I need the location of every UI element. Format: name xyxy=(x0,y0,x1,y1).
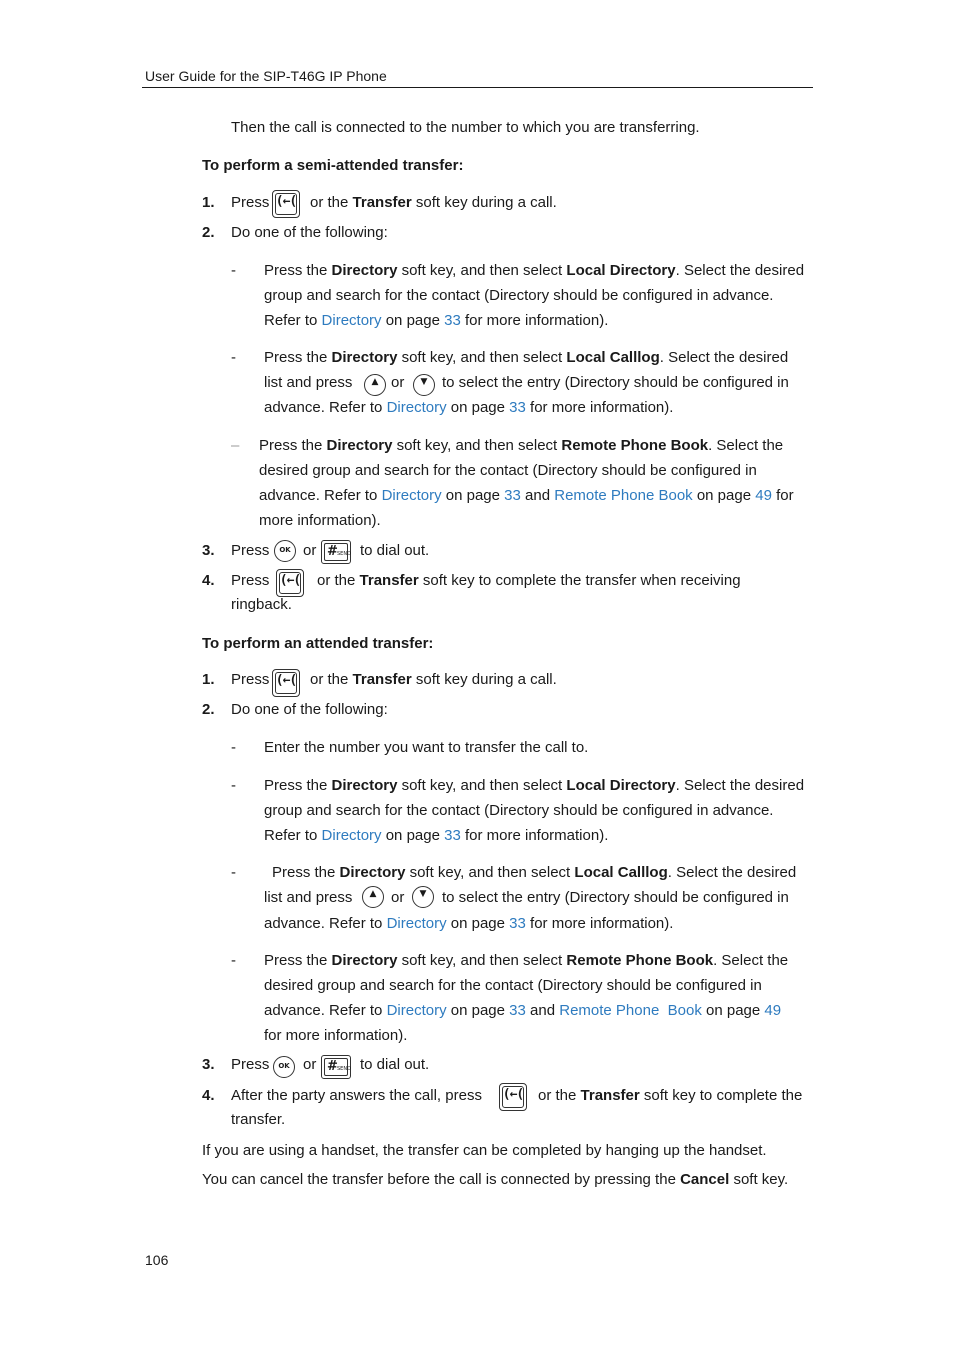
text: for xyxy=(776,487,794,504)
header-rule xyxy=(142,87,813,88)
bullet-dash: - xyxy=(231,262,236,279)
text: Press the xyxy=(264,777,328,794)
softkey-name: Transfer xyxy=(359,572,419,589)
step-number: 4. xyxy=(202,572,215,589)
icon-glyph: # xyxy=(327,1059,338,1074)
bullet-line: list and press xyxy=(264,889,353,906)
step-text: Press xyxy=(231,1056,270,1073)
bullet-dash: - xyxy=(231,349,236,366)
directory-link[interactable]: Directory xyxy=(321,312,382,329)
text: soft key, and then select xyxy=(401,349,563,366)
step-number: 1. xyxy=(202,671,215,688)
text: on page xyxy=(450,915,505,932)
directory-link[interactable]: Directory xyxy=(381,487,442,504)
page-link[interactable]: 33 xyxy=(504,487,521,504)
bullet-line xyxy=(264,261,804,281)
step-text: Press xyxy=(231,671,270,688)
step-text: Do one of the following: xyxy=(231,701,388,718)
text: on page xyxy=(696,487,752,504)
bullet-line: group and search for the contact (Directory should be configured in advance. xyxy=(264,802,774,819)
icon-sublabel: SEND xyxy=(337,1066,351,1072)
page-link[interactable]: 33 xyxy=(444,827,461,844)
transfer-key-icon xyxy=(276,569,304,597)
text: on page xyxy=(385,312,440,329)
bullet-line: Enter the number you want to transfer the call to. xyxy=(264,739,589,756)
softkey-name: Directory xyxy=(331,777,398,794)
bullet-line: or xyxy=(391,374,405,391)
bullet-line: group and search for the contact (Directory should be configured in advance. xyxy=(264,287,774,304)
text: or the xyxy=(538,1087,577,1104)
icon-glyph: # xyxy=(327,544,338,559)
bullet-line: desired group and search for the contact (Directory should be configured in xyxy=(259,462,757,479)
icon-glyph: (←( xyxy=(279,573,301,588)
softkey-name: Directory xyxy=(326,437,393,454)
down-arrow-icon xyxy=(412,886,434,908)
step-number: 1. xyxy=(202,194,215,211)
bullet-line xyxy=(259,436,783,456)
text: soft key to complete the transfer when receiving xyxy=(422,572,741,589)
step-number: 4. xyxy=(202,1087,215,1104)
step-number: 2. xyxy=(202,701,215,718)
semi-heading: To perform a semi-attended transfer: xyxy=(202,157,464,174)
attended-heading: To perform an attended transfer: xyxy=(202,635,434,652)
text: soft key during a call. xyxy=(415,671,557,688)
bullet-line xyxy=(272,863,796,883)
text: or the xyxy=(317,572,356,589)
bullet-dash: - xyxy=(231,952,236,969)
page-link[interactable]: 33 xyxy=(509,915,526,932)
bullet-line: desired group and search for the contact (Directory should be configured in xyxy=(264,977,762,994)
text: for more information). xyxy=(464,827,609,844)
text: Press the xyxy=(264,952,328,969)
text: Press the xyxy=(272,864,336,881)
icon-glyph: (←( xyxy=(502,1087,524,1102)
directory-link[interactable]: Directory xyxy=(386,1002,447,1019)
text: advance. Refer to xyxy=(264,1002,383,1019)
bullet-line: or xyxy=(391,889,405,906)
text: or the xyxy=(310,194,349,211)
text: Press the xyxy=(264,262,328,279)
text: soft key, and then select xyxy=(396,437,558,454)
bullet-line: to select the entry (Directory should be configured in xyxy=(442,889,789,906)
bullet-dash: - xyxy=(231,864,236,881)
page-link[interactable]: 33 xyxy=(509,399,526,416)
page-link[interactable]: 49 xyxy=(764,1002,782,1019)
menu-name: Remote Phone Book xyxy=(561,437,709,454)
text: for more information). xyxy=(530,399,674,416)
ok-key-icon xyxy=(273,1056,295,1078)
bullet-line xyxy=(264,776,804,796)
text: advance. Refer to xyxy=(264,399,383,416)
bullet-line: more information). xyxy=(259,512,381,529)
icon-glyph: OK xyxy=(279,546,291,554)
up-arrow-icon xyxy=(362,886,384,908)
step-text: Do one of the following: xyxy=(231,224,388,241)
text: . Select the desired xyxy=(667,864,797,881)
bullet-line xyxy=(264,311,608,331)
transfer-key-icon xyxy=(499,1083,527,1111)
step-text xyxy=(538,1086,802,1106)
icon-glyph: ▲ xyxy=(369,889,377,899)
text: for more information). xyxy=(464,312,609,329)
directory-link[interactable]: Directory xyxy=(321,827,382,844)
bullet-dash: - xyxy=(231,777,236,794)
icon-sublabel: SEND xyxy=(337,551,351,557)
text: on page xyxy=(385,827,440,844)
step-text: Press xyxy=(231,542,270,559)
step-text: or xyxy=(303,1056,317,1073)
step-number: 3. xyxy=(202,1056,215,1073)
text: for more information). xyxy=(530,915,674,932)
text: on page xyxy=(445,487,500,504)
text: on page xyxy=(450,1002,505,1019)
step-text: to dial out. xyxy=(360,542,430,559)
text: You can cancel the transfer before the call is connected by pressing the xyxy=(202,1171,676,1188)
page-link[interactable]: 33 xyxy=(444,312,461,329)
running-header: User Guide for the SIP-T46G IP Phone xyxy=(145,68,387,84)
send-key-icon xyxy=(321,1055,351,1079)
intro-text: Then the call is connected to the number to which you are transferring. xyxy=(231,119,700,136)
text: or the xyxy=(310,671,349,688)
step-number: 3. xyxy=(202,542,215,559)
text: Refer to xyxy=(264,312,318,329)
softkey-name: Directory xyxy=(339,864,406,881)
text: soft key, and then select xyxy=(401,262,563,279)
bullet-line: for more information). xyxy=(264,1027,408,1044)
remote-phone-book-link[interactable]: Remote Phone Book xyxy=(559,1002,702,1019)
remote-phone-book-link[interactable]: Remote Phone Book xyxy=(554,487,693,504)
page-link[interactable]: 49 xyxy=(755,487,772,504)
step-text: transfer. xyxy=(231,1111,286,1128)
text: . Select the xyxy=(713,952,789,969)
send-key-icon xyxy=(321,540,351,564)
step-text xyxy=(317,571,741,591)
bullet-line xyxy=(264,348,788,368)
note-paragraph: If you are using a handset, the transfer can be completed by hanging up the handset. xyxy=(202,1142,767,1159)
softkey-name: Directory xyxy=(331,952,398,969)
step-text: to dial out. xyxy=(360,1056,430,1073)
menu-name: Remote Phone Book xyxy=(566,952,714,969)
menu-name: Local Calllog xyxy=(574,864,668,881)
text: Refer to xyxy=(264,827,318,844)
directory-link[interactable]: Directory xyxy=(386,399,447,416)
menu-name: Local Calllog xyxy=(566,349,660,366)
step-text: Press xyxy=(231,572,270,589)
down-arrow-icon xyxy=(413,374,435,396)
text: Press xyxy=(231,194,270,211)
softkey-name: Transfer xyxy=(352,194,412,211)
text: soft key, and then select xyxy=(401,952,563,969)
page-number: 106 xyxy=(145,1252,169,1268)
bullet-line: to select the entry (Directory should be configured in xyxy=(442,374,789,391)
text: advance. Refer to xyxy=(264,915,383,932)
text: soft key during a call. xyxy=(415,194,557,211)
text: Press the xyxy=(264,349,328,366)
bullet-dash: – xyxy=(231,437,240,454)
softkey-name: Directory xyxy=(331,349,398,366)
step-text: ringback. xyxy=(231,596,292,613)
up-arrow-icon xyxy=(364,374,386,396)
step-text xyxy=(310,670,557,690)
text: and xyxy=(530,1002,556,1019)
menu-name: Local Directory xyxy=(566,777,676,794)
ok-key-icon xyxy=(274,540,296,562)
note-paragraph xyxy=(202,1170,788,1190)
bullet-line xyxy=(259,486,794,506)
text: on page xyxy=(706,1002,761,1019)
text: soft key to complete the xyxy=(643,1087,803,1104)
directory-link[interactable]: Directory xyxy=(386,915,447,932)
transfer-key-icon xyxy=(272,190,300,218)
text: Press the xyxy=(259,437,323,454)
bullet-line xyxy=(264,914,673,934)
icon-glyph: ▼ xyxy=(420,377,428,387)
softkey-name: Transfer xyxy=(352,671,412,688)
text: soft key. xyxy=(733,1171,789,1188)
bullet-line xyxy=(264,826,608,846)
icon-glyph: ▲ xyxy=(371,377,379,387)
text: soft key, and then select xyxy=(401,777,563,794)
icon-glyph: OK xyxy=(278,1062,290,1070)
page-link[interactable]: 33 xyxy=(509,1002,526,1019)
softkey-name: Transfer xyxy=(580,1087,640,1104)
text: . Select the desired xyxy=(675,777,805,794)
bullet-dash: - xyxy=(231,739,236,756)
icon-glyph: (←( xyxy=(275,673,297,688)
text: soft key, and then select xyxy=(409,864,571,881)
text: advance. Refer to xyxy=(259,487,378,504)
menu-name: Local Directory xyxy=(566,262,676,279)
icon-glyph: (←( xyxy=(275,194,297,209)
bullet-line xyxy=(264,1001,781,1021)
bullet-line xyxy=(264,398,673,418)
text: . Select the xyxy=(708,437,784,454)
step-text xyxy=(310,193,557,213)
icon-glyph: ▼ xyxy=(419,889,427,899)
text: on page xyxy=(450,399,505,416)
transfer-key-icon xyxy=(272,669,300,697)
step-text: or xyxy=(303,542,317,559)
step-number: 2. xyxy=(202,224,215,241)
softkey-name: Directory xyxy=(331,262,398,279)
step-text: After the party answers the call, press xyxy=(231,1087,482,1104)
text: and xyxy=(525,487,551,504)
bullet-line xyxy=(264,951,788,971)
text: . Select the desired xyxy=(659,349,789,366)
text: . Select the desired xyxy=(675,262,805,279)
bullet-line: list and press xyxy=(264,374,353,391)
step-text xyxy=(231,193,269,213)
softkey-name: Cancel xyxy=(680,1171,730,1188)
